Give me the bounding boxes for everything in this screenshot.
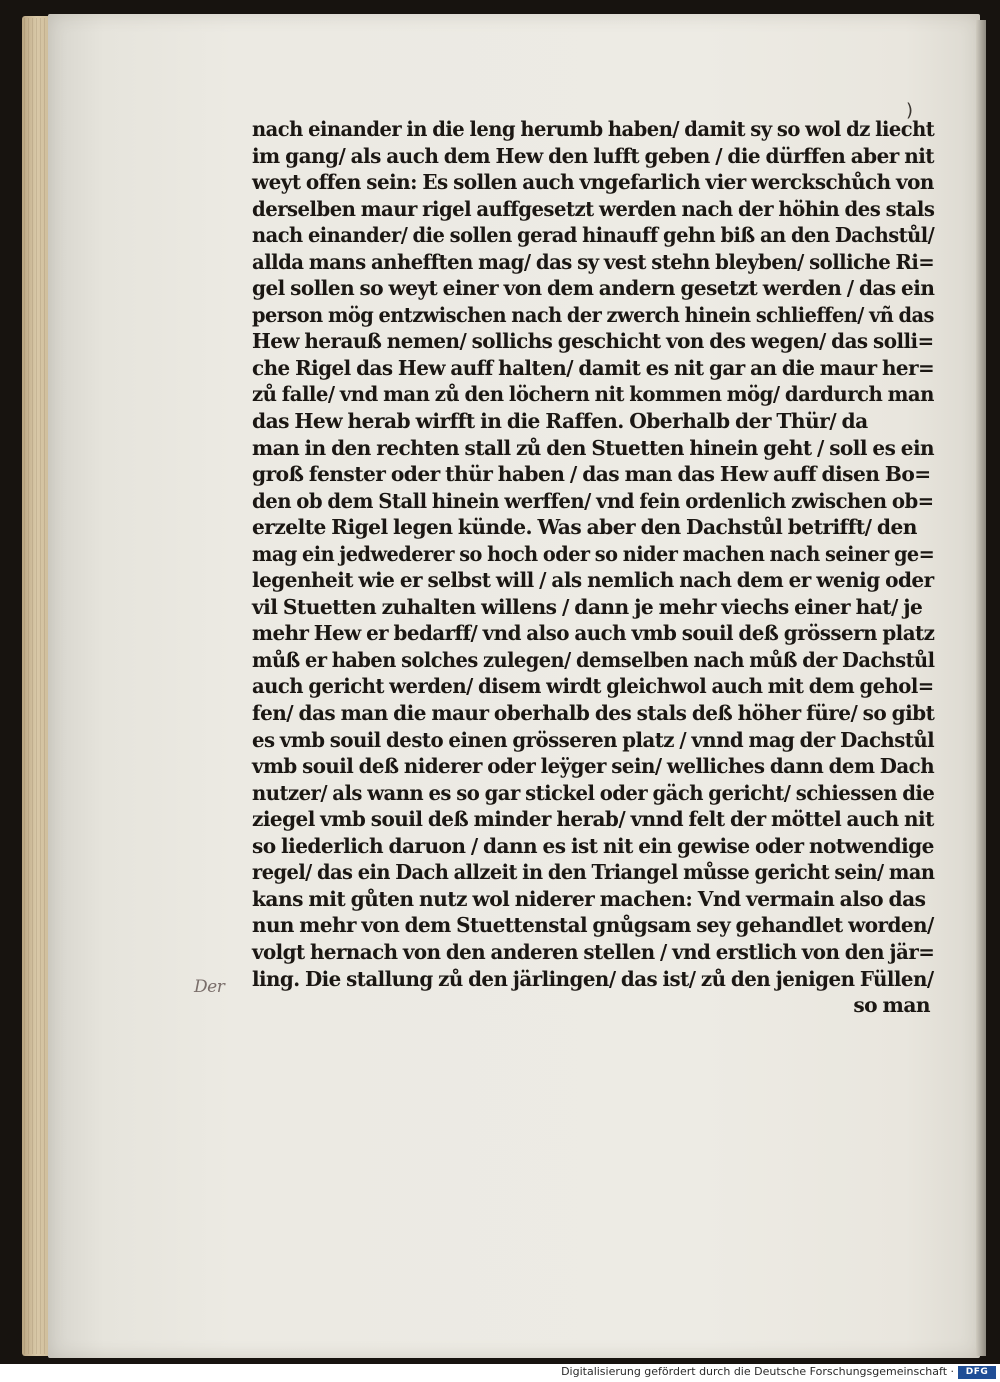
text-line: groß fenster oder thür haben / das man das Hew auff disen Bo= — [252, 462, 931, 487]
text-line: Hew herauß nemen/ sollichs geschicht von des wegen/ das solli= — [252, 329, 934, 354]
text-line: nutzer/ als wann es so gar stickel oder gäch gericht/ schiessen die — [252, 780, 935, 805]
text-line: mehr Hew er bedarff/ vnd also auch vmb souil deß grössern platz — [252, 621, 935, 646]
text-line: so liederlich daruon / dann es ist nit ein gewise oder notwendige — [252, 833, 934, 858]
text-line: man in den rechten stall zů den Stuetten hinein geht / soll es ein — [252, 435, 935, 460]
margin-annotation: Der — [194, 977, 225, 997]
text-line: nach einander in die leng herumb haben/ damit sy so wol dz liecht — [252, 117, 935, 141]
text-line: kans mit gůten nutz wol niderer machen: Vnd vermain also das — [252, 886, 926, 911]
text-line: legenheit wie er selbst will / als nemlich nach dem er wenig oder — [252, 568, 934, 593]
corner-mark: ) — [906, 100, 914, 121]
text-line: es vmb souil desto einen grösseren platz / vnnd mag der Dachstůl — [252, 727, 935, 752]
page-text-block — [252, 116, 942, 1019]
dfg-logo: DFG — [958, 1366, 996, 1379]
text-line: derselben maur rigel auffgesetzt werden nach der höhin des stals — [252, 196, 935, 221]
text-line: che Rigel das Hew auff halten/ damit es nit gar an die maur her= — [252, 355, 935, 380]
text-line: ziegel vmb souil deß minder herab/ vnnd felt der möttel auch nit — [252, 807, 934, 832]
text-line: im gang/ als auch dem Hew den lufft geben / die dürffen aber nit — [252, 143, 934, 168]
text-line: das Hew herab wirfft in die Raffen. Oberhalb der Thür/ da — [252, 409, 868, 434]
catchword: so man — [853, 993, 930, 1018]
page-gutter — [976, 20, 986, 1356]
text-line: weyt offen sein: Es sollen auch vngefarlich vier werckschůch von — [252, 170, 934, 195]
footer-bar — [0, 1364, 1000, 1382]
text-line: fen/ das man die maur oberhalb des stals deß höher füre/ so gibt — [252, 701, 935, 726]
text-line: mag ein jedwederer so hoch oder so nider machen nach seiner ge= — [252, 541, 935, 566]
text-line: person mög entzwischen nach der zwerch hinein schlieffen/ vñ das — [252, 302, 934, 327]
text-line: erzelte Rigel legen künde. Was aber den Dachstůl betrifft/ den — [252, 515, 917, 540]
text-line: ling. Die stallung zů den järlingen/ das ist/ zů den jenigen Füllen/ — [252, 966, 934, 991]
text-line: vmb souil deß niderer oder leÿger sein/ welliches dann dem Dach — [252, 754, 935, 779]
text-line: zů falle/ vnd man zů den löchern nit kommen mög/ dardurch man — [252, 382, 934, 407]
text-line: regel/ das ein Dach allzeit in den Triangel můsse gericht sein/ man — [252, 860, 935, 885]
text-line: auch gericht werden/ disem wirdt gleichwol auch mit dem gehol= — [252, 674, 934, 699]
text-line: můß er haben solches zulegen/ demselben nach můß der Dachstůl — [252, 647, 935, 672]
text-line: vil Stuetten zuhalten willens / dann je mehr viechs einer hat/ je — [252, 594, 923, 619]
text-line: volgt hernach von den anderen stellen / vnd erstlich von den jär= — [252, 939, 935, 964]
text-line: den ob dem Stall hinein werffen/ vnd fein ordenlich zwischen ob= — [252, 488, 934, 513]
text-line: nach einander/ die sollen gerad hinauff gehn biß an den Dachstůl/ — [252, 223, 935, 248]
funding-credit: Digitalisierung gefördert durch die Deutsche Forschungsgemeinschaft · — [561, 1365, 954, 1378]
text-line: gel sollen so weyt einer von dem andern gesetzt werden / das ein — [252, 276, 935, 301]
text-line: nun mehr von dem Stuettenstal gnůgsam sey gehandlet worden/ — [252, 913, 934, 938]
text-line: allda mans anhefften mag/ das sy vest stehn bleyben/ solliche Ri= — [252, 249, 935, 274]
